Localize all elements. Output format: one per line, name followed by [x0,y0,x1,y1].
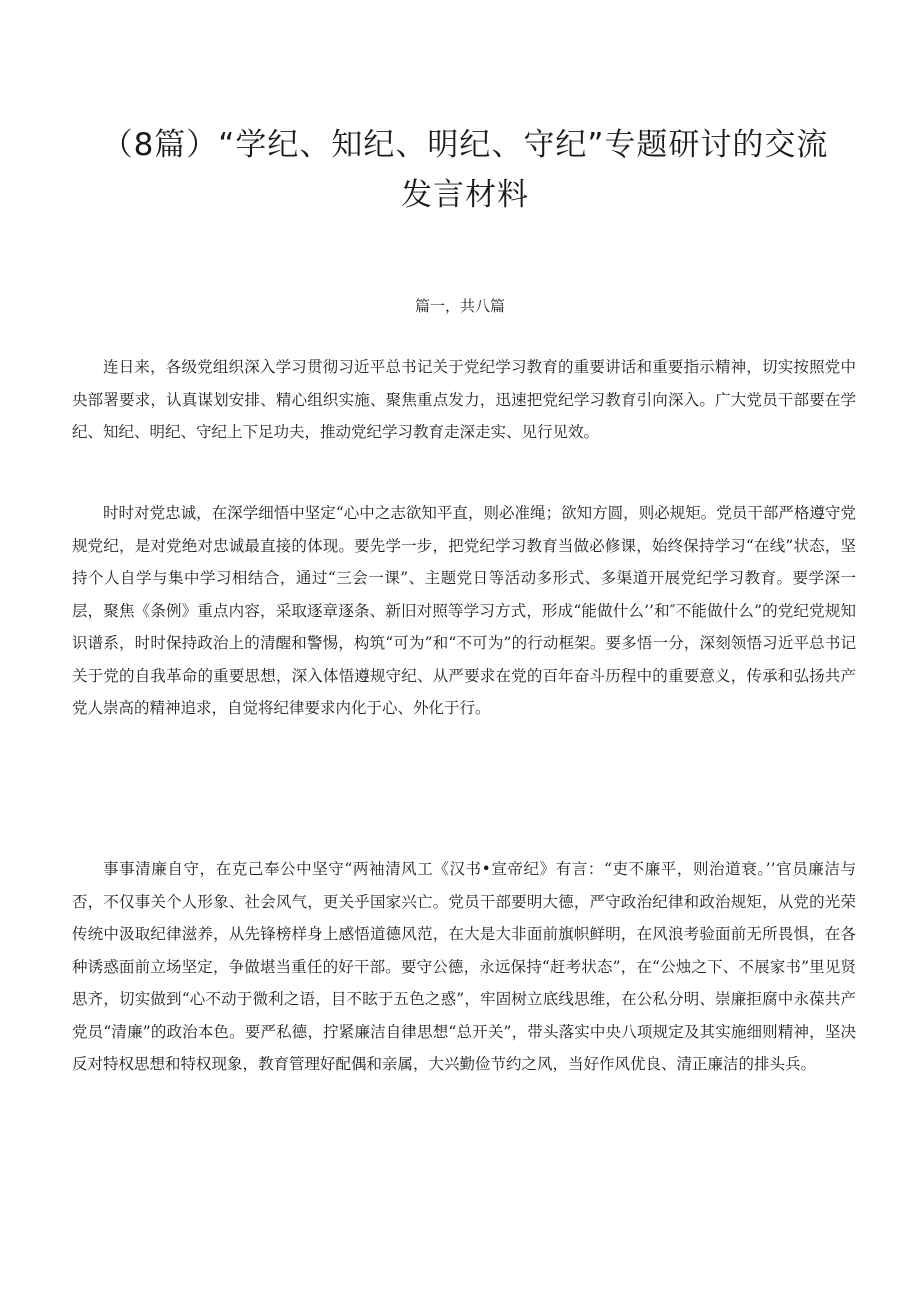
title-line-2: 发言材料 [401,177,529,213]
paragraph-1: 连日来，各级党组织深入学习贯彻习近平总书记关于党纪学习教育的重要讲话和重要指示精神，切实按照党中央部署要求，认真谋划安排、精心组织实施、聚焦重点发力，迅速把党纪学习教育引向深入。广大党员干部要在学纪、知纪、明纪、守纪上下足功夫，推动党纪学习教育走深走实、见行见效。 [72,358,856,441]
document-title [70,120,860,220]
paragraph-3: 事事清廉自守，在克己奉公中坚守“两袖清风工《汉书•宣帝纪》有言：“吏不廉平，则治道衰。’’官员廉洁与否，不仅事关个人形象、社会风气，更关乎国家兴亡。党员干部要明大德，严守政治纪律和政治规矩，从党的光荣传统中汲取纪律滋养，从先锋榜样身上感悟道德风范，在大是大非面前旗帜鲜明，在风浪考验面前无所畏惧，在各种诱惑面前立场坚定，争做堪当重任的好干部。要守公德，永远保持“赶考状态”，在“公烛之下、不展家书”里见贤思齐，切实做到“心不动于微利之语，目不眩于五色之惑”，牢固树立底线思维，在公私分明、崇廉拒腐中永葆共产党员“清廉”的政治本色。要严私德，拧紧廉洁自律思想“总开关”，带头落实中央八项规定及其实施细则精神，坚决反对特权思想和特权现象，教育管理好配偶和亲属，大兴勤俭节约之风，当好作风优良、清正廉洁的排头兵。 [72,860,856,1073]
section-subtitle: 篇一，共八篇 [414,297,505,315]
paragraph-2: 时时对党忠诚，在深学细悟中坚定“心中之志欲知平直，则必准绳；欲知方圆，则必规矩。党员干部严格遵守党规党纪，是对党绝对忠诚最直接的体现。要先学一步，把党纪学习教育当做必修课，始终保持学习“在线”状态，坚持个人自学与集中学习相结合，通过“三会一课”、主题党日等活动多形式、多渠道开展党纪学习教育。要学深一层，聚焦《条例》重点内容，采取逐章逐条、新旧对照等学习方式，形成“能做什么’’和″不能做什么”的党纪党规知识谱系，时时保持政治上的清醒和警惕，构筑“可为”和“不可为”的行动框架。要多悟一分，深刻领悟习近平总书记关于党的自我革命的重要思想，深入体悟遵规守纪、从严要求在党的百年奋斗历程中的重要意义，传承和弘扬共产党人崇高的精神追求，自觉将纪律要求内化于心、外化于行。 [72,504,856,717]
title-line-1: （8篇）“学纪、知纪、明纪、守纪”专题研讨的交流 [101,127,829,163]
